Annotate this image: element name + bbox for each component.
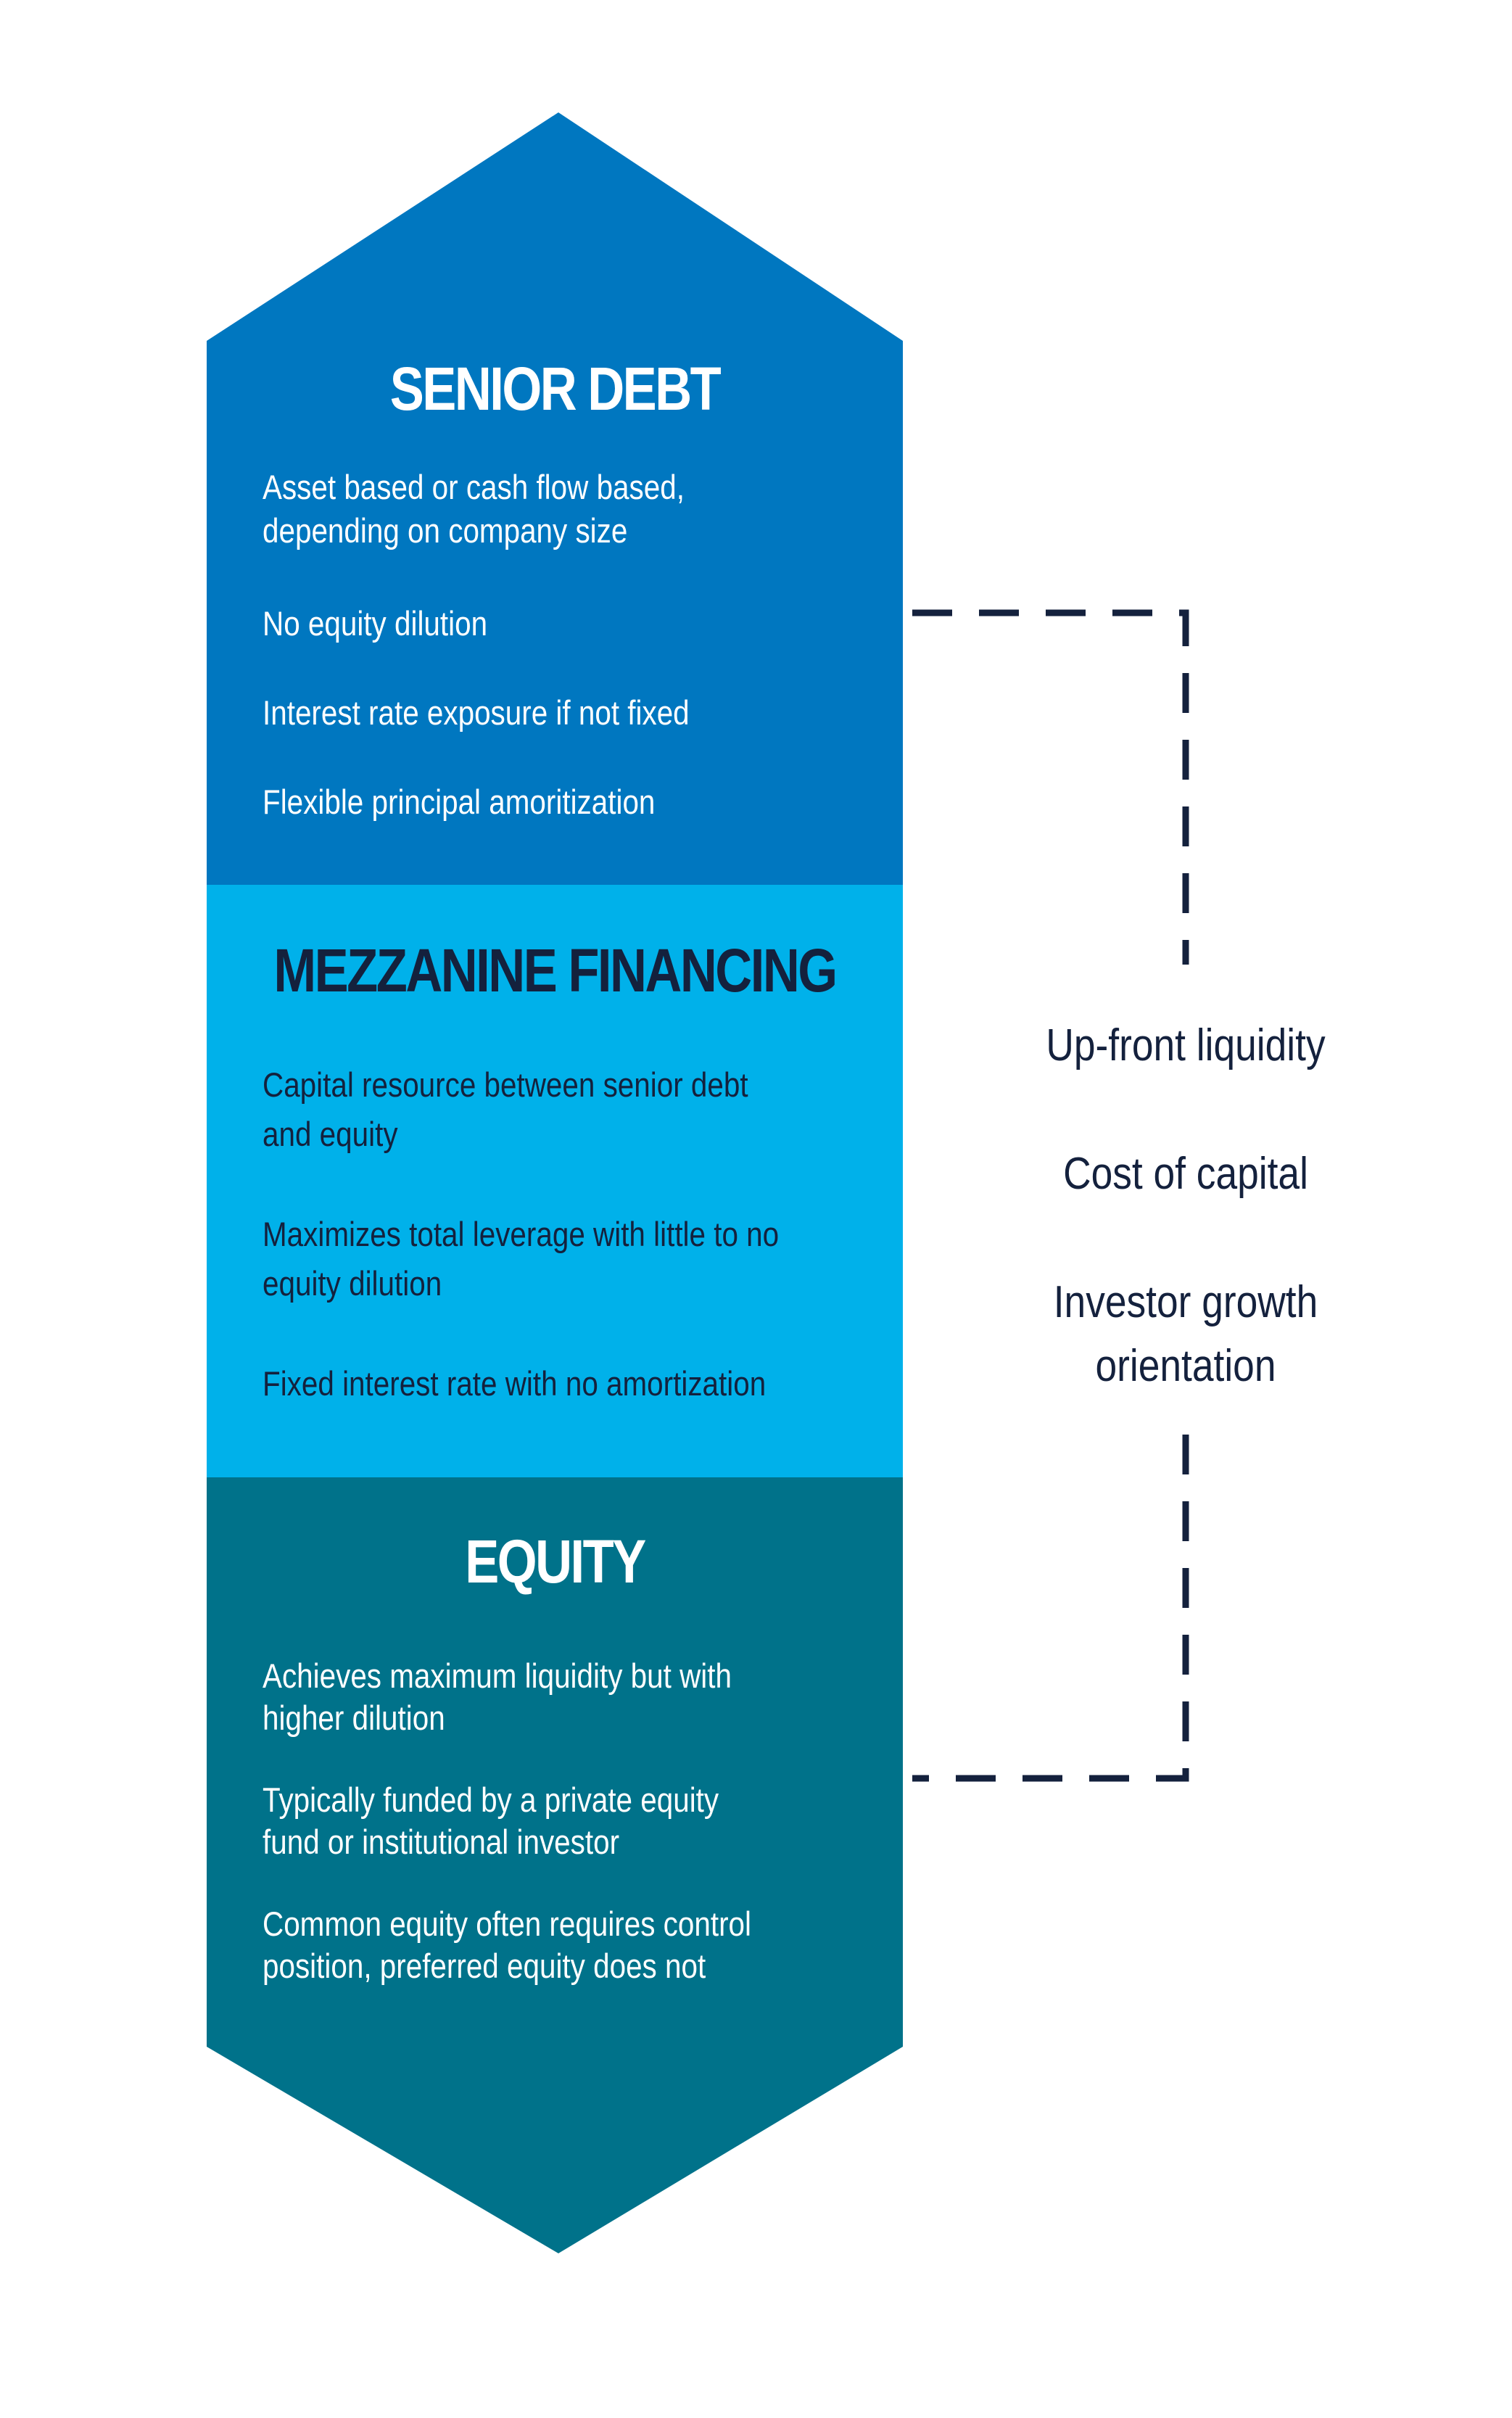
senior-debt-item: No equity dilution [263,604,488,643]
equity-title: EQUITY [465,1527,645,1596]
factor-investor-growth-orientation: Investor growth orientation [1053,1277,1318,1391]
senior-debt-title: SENIOR DEBT [389,355,720,423]
mezzanine-item: Maximizes total leverage with little to no equity dilution [263,1215,780,1303]
equity-item: Typically funded by a private equity fund or institutional investor [263,1781,719,1861]
senior-debt-item: Flexible principal amoritization [263,783,656,821]
mezzanine-item: Fixed interest rate with no amortization [263,1364,767,1403]
senior-debt-item: Interest rate exposure if not fixed [263,693,690,732]
mezzanine-financing-title: MEZZANINE FINANCING [273,936,836,1004]
factor-cost-of-capital: Cost of capital [1063,1149,1308,1199]
equity-item: Achieves maximum liquidity but with higher dilution [263,1656,732,1737]
factor-up-front-liquidity: Up-front liquidity [1046,1020,1326,1070]
mezzanine-item: Capital resource between senior debt and equity [263,1065,748,1153]
senior-debt-item: Asset based or cash flow based, depending on company size [263,468,685,550]
equity-item: Common equity often requires control position, preferred equity does not [263,1905,751,1985]
